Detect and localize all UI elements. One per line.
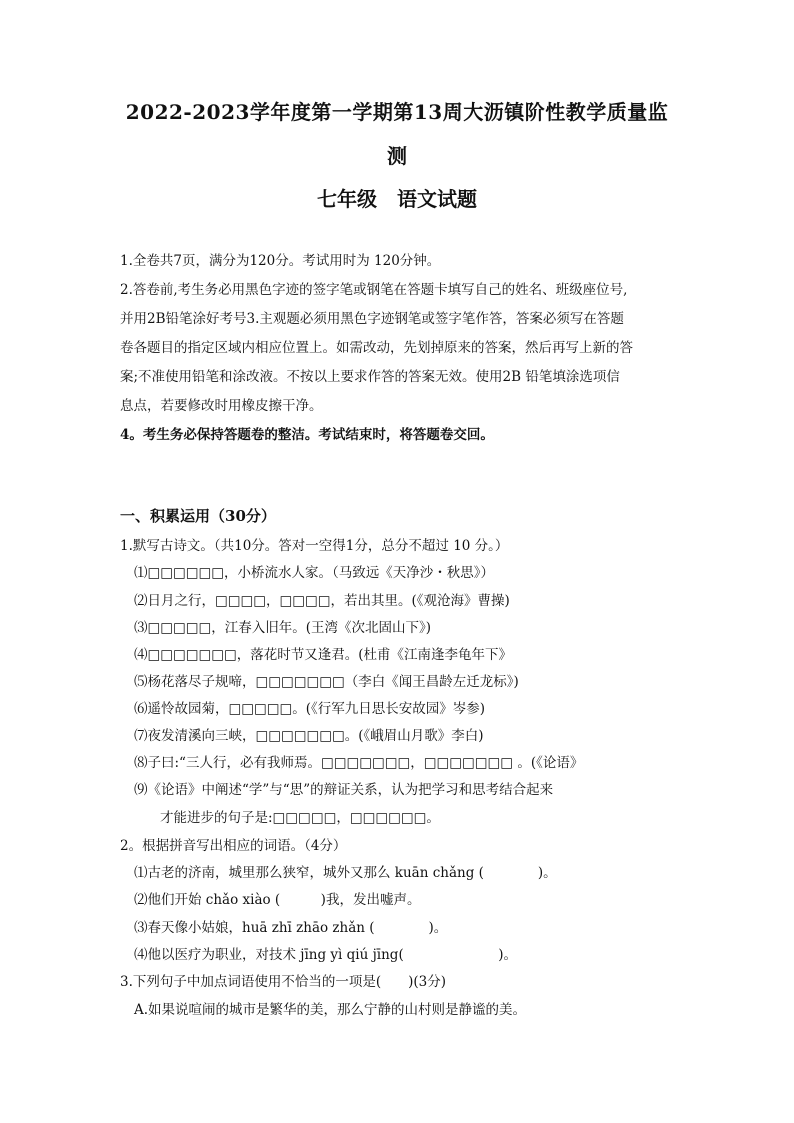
instruction-line-bold: 4。考生务必保持答题卷的整洁。考试结束时，将答题卷交回。 bbox=[120, 427, 494, 443]
question-1-item: 才能进步的句子是:□□□□□，□□□□□□。 bbox=[160, 810, 440, 826]
question-2-item: ⑶春天像小姑娘，huā zhī zhāo zhǎn ( )。 bbox=[134, 920, 448, 936]
exam-title: 2022-2023学年度第一学期第13周大沥镇阶性教学质量监 bbox=[125, 100, 669, 124]
instruction-line: 案;不准使用铅笔和涂改液。不按以上要求作答的答案无效。使用2B 铅笔填涂选项信 bbox=[120, 369, 620, 385]
question-1-item: ⑻子曰:“三人行，必有我师焉。□□□□□□□，□□□□□□□ 。(《论语》 bbox=[134, 755, 584, 771]
question-1-item: ⑺夜发清溪向三峡，□□□□□□□。(《峨眉山月歌》李白) bbox=[134, 728, 484, 744]
question-3-option-a: A.如果说喧闹的城市是繁华的美，那么宁静的山村则是静谧的美。 bbox=[134, 1002, 527, 1018]
instruction-line: 卷各题目的指定区域内相应位置上。如需改动，先划掉原来的答案，然后再写上新的答 bbox=[120, 340, 633, 356]
question-1-item: ⑵日月之行，□□□□，□□□□，若出其里。(《观沧海》曹操) bbox=[134, 593, 510, 609]
instruction-line: 1.全卷共7页，满分为120分。考试用时为 120分钟。 bbox=[120, 253, 441, 269]
question-2-item: ⑵他们开始 chǎo xiào ( )我，发出嘘声。 bbox=[134, 892, 421, 908]
exam-title-continued: 测 bbox=[387, 144, 407, 168]
question-2-item: ⑷他以医疗为职业，对技术 jīng yì qiú jīng( )。 bbox=[134, 947, 517, 963]
instruction-line: 息点，若要修改时用橡皮擦干净。 bbox=[120, 398, 323, 414]
question-1-item: ⑴□□□□□□，小桥流水人家。（马致远《天净沙・秋思》） bbox=[134, 565, 495, 581]
question-3-stem: 3.下列句子中加点词语使用不恰当的一项是( )(3分) bbox=[120, 974, 447, 990]
question-1-stem: 1.默写古诗文。（共10分。答对一空得1分，总分不超过 10 分。） bbox=[120, 538, 509, 554]
question-1-item: ⑹遥怜故园菊，□□□□□。(《行军九日思长安故园》岑参) bbox=[134, 701, 486, 717]
instruction-line: 2.答卷前,考生务必用黑色字迹的签字笔或钢笔在答题卡填写自己的姓名、班级座位号, bbox=[120, 282, 628, 298]
exam-subtitle: 七年级 语文试题 bbox=[317, 187, 477, 211]
question-1-item: ⑶□□□□□，江春入旧年。(王湾《次北固山下》) bbox=[134, 620, 432, 636]
section-title: 一、积累运用（30分） bbox=[120, 507, 276, 525]
question-1-item: ⑼《论语》中阐述“学”与“思”的辩证关系，认为把学习和思考结合起来 bbox=[134, 782, 554, 798]
question-1-item: ⑷□□□□□□□，落花时节又逢君。(杜甫《江南逢李龟年下》 bbox=[134, 647, 513, 663]
question-1-item: ⑸杨花落尽子规啼，□□□□□□□（李白《闻王昌龄左迁龙标》) bbox=[134, 674, 519, 690]
question-2-stem: 2。根据拼音写出相应的词语。（4分） bbox=[120, 838, 347, 854]
question-2-item: ⑴古老的济南，城里那么狭窄，城外又那么 kuān chǎng ( )。 bbox=[134, 865, 557, 881]
instruction-line: 并用2B铅笔涂好考号3.主观题必须用黑色字迹钢笔或签字笔作答，答案必须写在答题 bbox=[120, 311, 624, 327]
